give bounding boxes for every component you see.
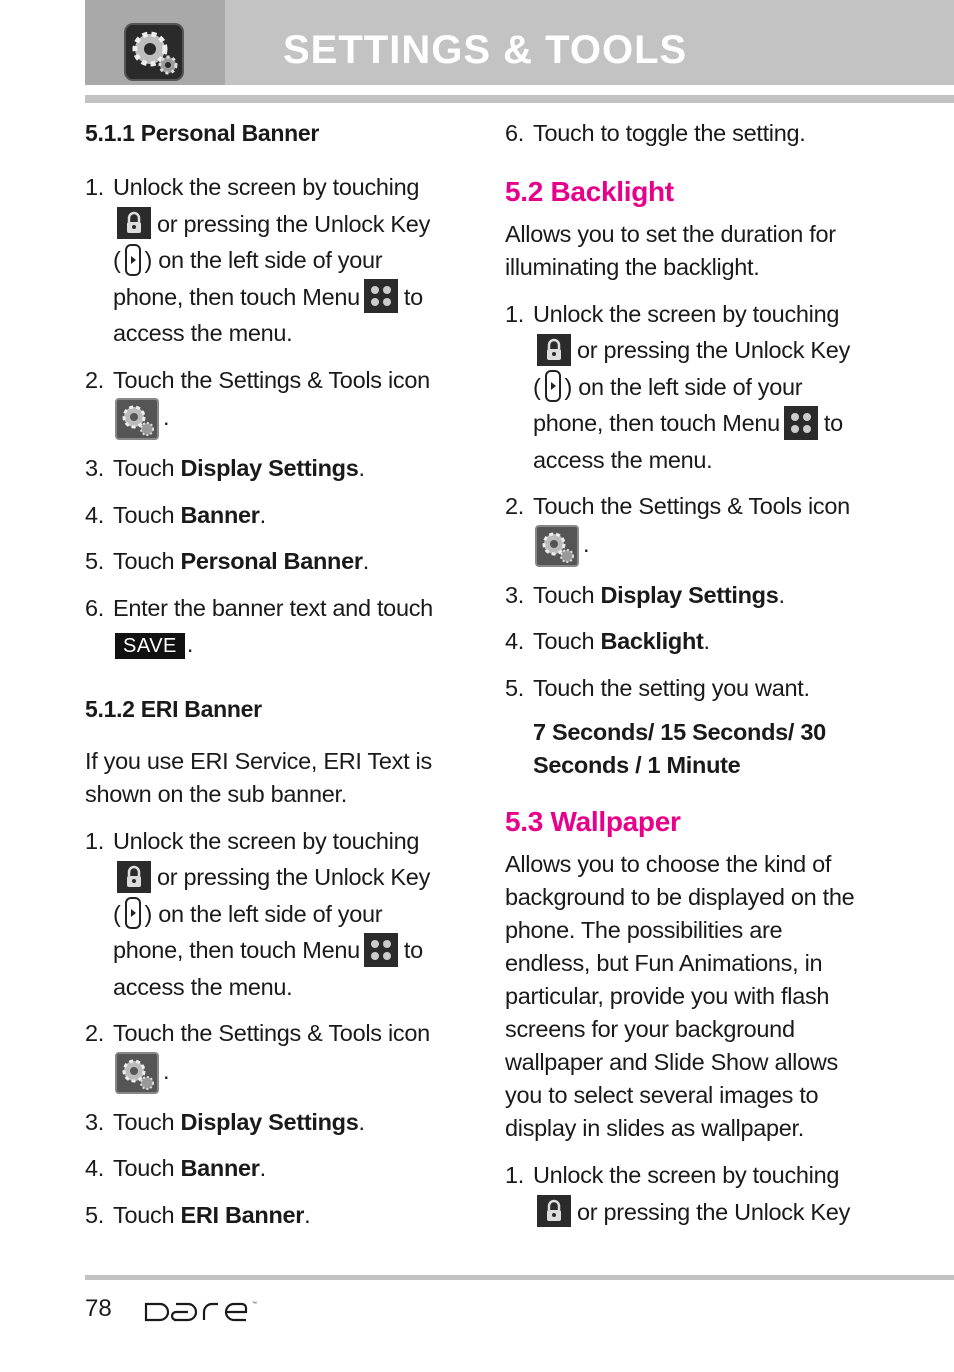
footer-divider xyxy=(85,1275,954,1280)
left-column xyxy=(85,115,445,1243)
header-divider xyxy=(85,95,954,103)
right-column xyxy=(505,115,865,1240)
backlight-options: 7 Seconds/ 15 Seconds/ 30 Seconds / 1 Minute xyxy=(533,719,826,778)
eri-banner-intro: If you use ERI Service, ERI Text is shown on the sub banner. xyxy=(85,747,432,807)
list-item: 2. Touch the Settings & Tools icon . xyxy=(85,362,445,441)
list-item: 1. Unlock the screen by touching or pressing the Unlock Key ( ) on the left side of your phone, then touch Menu to access the menu. xyxy=(85,827,431,1000)
list-item: 4. Touch Backlight. xyxy=(505,628,710,654)
list-item: 5. Touch the setting you want. xyxy=(505,674,810,701)
list-item: 6. Touch to toggle the setting. xyxy=(505,120,806,146)
lock-icon xyxy=(537,1195,571,1227)
settings-tools-icon xyxy=(124,23,184,81)
list-item: 2. Touch the Settings & Tools icon . xyxy=(85,1015,445,1094)
list-item: 3. Touch Display Settings. xyxy=(505,581,785,608)
wallpaper-steps xyxy=(505,1157,865,1230)
subheading-eri-banner: 5.1.2 ERI Banner xyxy=(85,695,262,722)
settings-tools-icon xyxy=(115,398,159,440)
settings-tools-icon xyxy=(535,525,579,567)
page-title: SETTINGS & TOOLS xyxy=(283,28,688,72)
settings-tools-icon xyxy=(115,1052,159,1094)
save-button[interactable]: SAVE xyxy=(115,633,185,659)
svg-text:™: ™ xyxy=(252,1301,257,1307)
eri-banner-steps xyxy=(85,823,445,1234)
list-item: 6. Enter the banner text and touch SAVE . xyxy=(85,594,433,657)
list-item: 3. Touch Display Settings. xyxy=(85,455,365,481)
list-item: 2. Touch the Settings & Tools icon . xyxy=(505,488,865,567)
unlock-key-icon xyxy=(125,244,141,276)
page-number: 78 xyxy=(85,1295,112,1322)
list-item: 4. Touch Banner. xyxy=(85,1155,266,1181)
list-item: 1. Unlock the screen by touching or pressing the Unlock Key ( ) on the left side of your phone, then touch Menu to access the menu. xyxy=(505,300,851,473)
menu-icon xyxy=(784,406,818,440)
backlight-intro: Allows you to set the duration for illuminating the backlight. xyxy=(505,220,836,280)
unlock-key-icon xyxy=(545,370,561,402)
list-item: 1. Unlock the screen by touching or pressing the Unlock Key xyxy=(505,1157,865,1230)
list-item: 3. Touch Display Settings. xyxy=(85,1108,365,1135)
lock-icon xyxy=(117,207,151,239)
backlight-steps xyxy=(505,296,865,707)
unlock-key-icon xyxy=(125,897,141,929)
wallpaper-intro: Allows you to choose the kind of background to be displayed on the phone. The possibilities are endless, but Fun Animations, in particular, provide you with flash screens for your background wallpaper and Slide Show allows you to select several images to display in slides as wallpaper. xyxy=(505,851,855,1141)
list-item: 4. Touch Banner. xyxy=(85,501,266,528)
lock-icon xyxy=(117,861,151,893)
list-item: 1. Unlock the screen by touching or pressing the Unlock Key ( ) on the left side of your phone, then touch Menu to access the menu. xyxy=(85,174,431,346)
section-title-wallpaper: 5.3 Wallpaper xyxy=(505,806,681,837)
lock-icon xyxy=(537,334,571,366)
personal-banner-steps xyxy=(85,169,445,663)
list-item: 5. Touch ERI Banner. xyxy=(85,1201,311,1228)
menu-icon xyxy=(364,933,398,967)
subheading-personal-banner: 5.1.1 Personal Banner xyxy=(85,120,320,146)
dare-logo xyxy=(142,1298,260,1322)
section-title-backlight: 5.2 Backlight xyxy=(505,175,674,207)
list-item: 5. Touch Personal Banner. xyxy=(85,548,369,574)
menu-icon xyxy=(364,279,398,313)
